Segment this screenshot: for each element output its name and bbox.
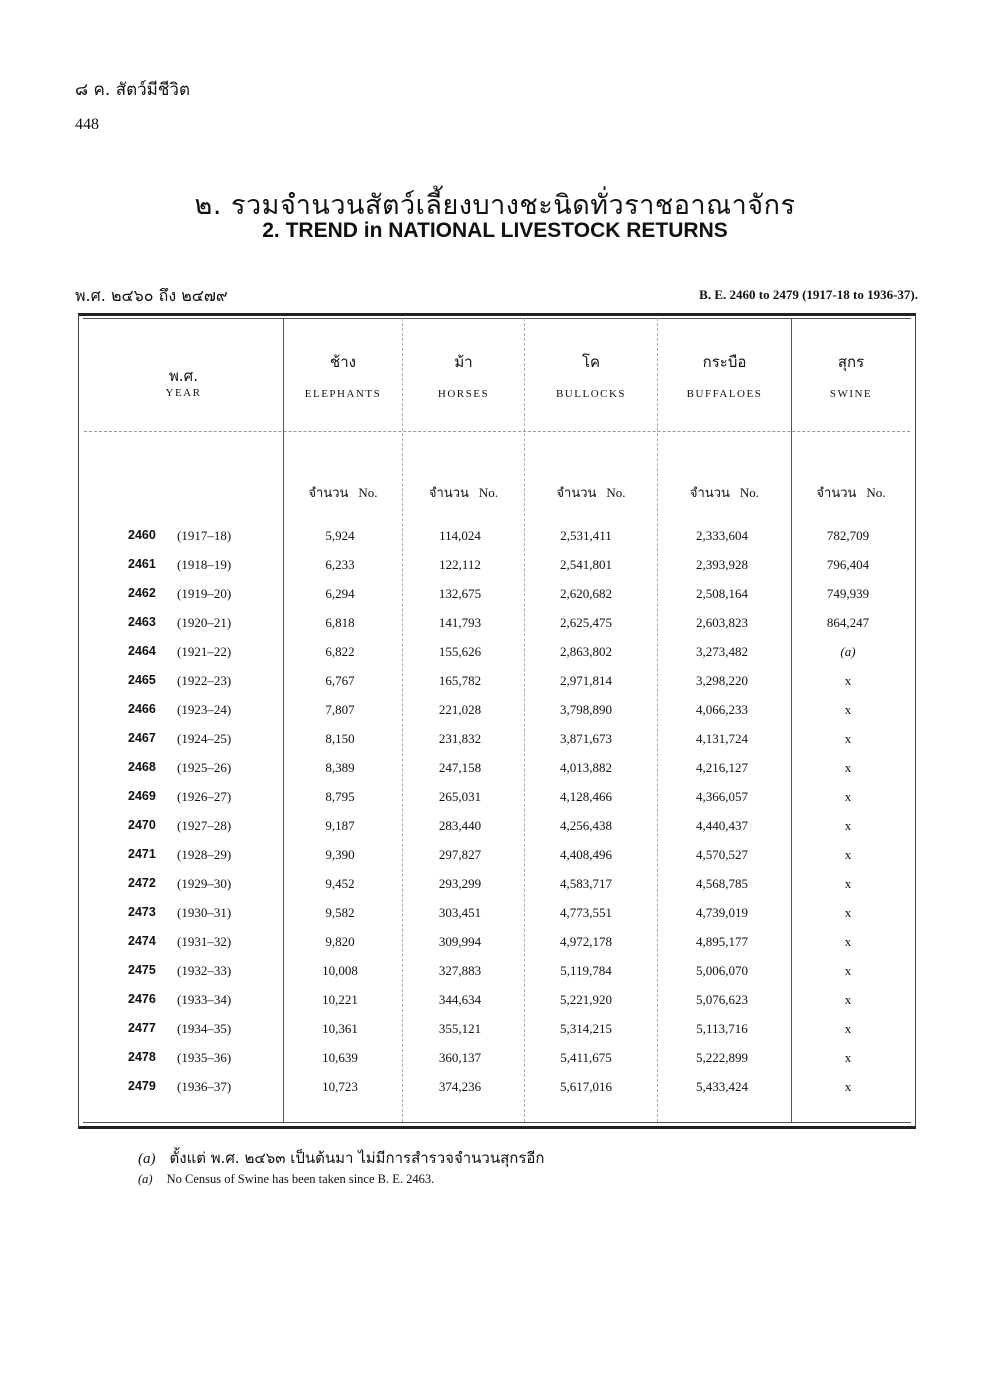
year-ce-cell: (1919–20) xyxy=(177,586,232,601)
swine-cell: x xyxy=(844,1079,852,1094)
header-elephants: ELEPHANTS xyxy=(304,388,382,400)
swine-cell: 864,247 xyxy=(826,615,870,630)
year-be-cell: 2476 xyxy=(128,992,156,1006)
horses-cell: 309,994 xyxy=(438,934,482,949)
subheader-bullocks xyxy=(525,482,657,503)
year-ce-cell: (1934–35) xyxy=(177,1021,232,1036)
subheader-thai: จำนวน xyxy=(308,486,349,501)
bullocks-cell: 5,314,215 xyxy=(560,1021,612,1036)
bullocks-cell: 4,256,438 xyxy=(560,818,612,833)
table-row xyxy=(84,963,910,992)
elephants-cell: 10,723 xyxy=(322,1079,358,1094)
elephants-cell: 10,361 xyxy=(322,1021,358,1036)
table-row xyxy=(84,644,910,673)
footnote-en-text: No Census of Swine has been taken since B. E. 2463. xyxy=(166,1172,435,1186)
period-thai: พ.ศ. ๒๔๖๐ ถึง ๒๔๗๙ xyxy=(75,286,228,305)
subheader-swine xyxy=(792,482,910,503)
year-be-cell: 2472 xyxy=(128,876,156,890)
year-ce-cell: (1933–34) xyxy=(177,992,232,1007)
elephants-cell: 6,233 xyxy=(325,557,355,572)
elephants-cell: 7,807 xyxy=(325,702,355,717)
elephants-cell: 8,150 xyxy=(325,731,355,746)
header-bullocks-thai: โค xyxy=(581,353,601,371)
elephants-cell: 8,389 xyxy=(325,760,355,775)
year-be-cell: 2465 xyxy=(128,673,156,687)
horses-cell: 155,626 xyxy=(438,644,482,659)
table-row xyxy=(84,731,910,760)
elephants-cell: 6,818 xyxy=(325,615,355,630)
buffaloes-cell: 4,895,177 xyxy=(696,934,748,949)
table-row xyxy=(84,992,910,1021)
year-ce-cell: (1922–23) xyxy=(177,673,232,688)
bullocks-cell: 5,617,016 xyxy=(560,1079,612,1094)
footnote-thai-text: ตั้งแต่ พ.ศ. ๒๔๖๓ เป็นต้นมา ไม่มีการสำรวจจำนวนสุกรอีก xyxy=(169,1149,545,1167)
table-row xyxy=(84,528,910,557)
year-ce-cell: (1932–33) xyxy=(177,963,232,978)
subheader-elephants xyxy=(284,482,402,503)
subheader-no: No. xyxy=(478,485,499,500)
subheader-thai: จำนวน xyxy=(816,486,857,501)
page-title-thai: ๒. รวมจำนวนสัตว์เลี้ยงบางชะนิดทั่วราชอาณาจักร xyxy=(194,190,796,221)
horses-cell: 231,832 xyxy=(438,731,482,746)
horses-cell: 265,031 xyxy=(438,789,482,804)
table-row xyxy=(84,1050,910,1079)
period-en: B. E. 2460 to 2479 (1917-18 to 1936-37). xyxy=(699,287,918,302)
table-row xyxy=(84,673,910,702)
year-ce-cell: (1936–37) xyxy=(177,1079,232,1094)
footnote-mark: (a) xyxy=(138,1172,153,1186)
swine-cell: x xyxy=(844,963,852,978)
subheader-no: No. xyxy=(358,485,378,500)
swine-cell: x xyxy=(844,905,852,920)
table-row xyxy=(84,1079,910,1108)
bullocks-cell: 2,620,682 xyxy=(560,586,612,601)
header-horses: HORSES xyxy=(437,388,490,400)
elephants-cell: 9,820 xyxy=(325,934,355,949)
horses-cell: 141,793 xyxy=(438,615,482,630)
bullocks-cell: 4,972,178 xyxy=(560,934,612,949)
bullocks-cell: 4,583,717 xyxy=(560,876,612,891)
table-row xyxy=(84,586,910,615)
footnote-thai xyxy=(138,1146,544,1170)
table-top-rule xyxy=(83,318,911,319)
horses-cell: 374,236 xyxy=(438,1079,482,1094)
year-ce-cell: (1924–25) xyxy=(177,731,232,746)
table-row xyxy=(84,905,910,934)
bullocks-cell: 2,625,475 xyxy=(560,615,612,630)
elephants-cell: 6,822 xyxy=(325,644,355,659)
table-row xyxy=(84,702,910,731)
table-row xyxy=(84,847,910,876)
elephants-cell: 9,452 xyxy=(325,876,355,891)
year-be-cell: 2467 xyxy=(128,731,156,745)
section-label: ๘ ค. สัตว์มีชีวิต xyxy=(75,80,190,100)
elephants-cell: 9,390 xyxy=(325,847,355,862)
table-row xyxy=(84,789,910,818)
year-be-cell: 2478 xyxy=(128,1050,156,1064)
swine-cell: x xyxy=(844,818,852,833)
subheader-horses xyxy=(403,482,524,503)
header-buffaloes: BUFFALOES xyxy=(686,388,763,400)
year-be-cell: 2461 xyxy=(128,557,156,571)
horses-cell: 293,299 xyxy=(438,876,482,891)
swine-cell: x xyxy=(844,1050,852,1065)
swine-cell: 796,404 xyxy=(826,557,870,572)
bullocks-cell: 5,119,784 xyxy=(560,963,612,978)
header-divider xyxy=(84,431,910,432)
year-be-cell: 2466 xyxy=(128,702,156,716)
year-be-cell: 2474 xyxy=(128,934,156,948)
bullocks-cell: 4,773,551 xyxy=(560,905,612,920)
year-be-cell: 2471 xyxy=(128,847,156,861)
swine-cell: x xyxy=(844,934,852,949)
buffaloes-cell: 4,216,127 xyxy=(696,760,748,775)
elephants-cell: 10,221 xyxy=(322,992,358,1007)
buffaloes-cell: 4,131,724 xyxy=(696,731,748,746)
swine-cell: x xyxy=(844,731,852,746)
elephants-cell: 6,767 xyxy=(325,673,355,688)
year-be-cell: 2468 xyxy=(128,760,156,774)
bullocks-cell: 4,128,466 xyxy=(560,789,612,804)
footnote-mark: (a) xyxy=(138,1151,156,1167)
year-ce-cell: (1928–29) xyxy=(177,847,232,862)
table-row xyxy=(84,876,910,905)
year-ce-cell: (1930–31) xyxy=(177,905,232,920)
year-be-cell: 2462 xyxy=(128,586,156,600)
swine-cell: x xyxy=(844,992,852,1007)
year-ce-cell: (1931–32) xyxy=(177,934,232,949)
subheader-no: No. xyxy=(739,485,760,500)
year-be-cell: 2464 xyxy=(128,644,156,658)
year-be-cell: 2463 xyxy=(128,615,156,629)
horses-cell: 132,675 xyxy=(438,586,482,601)
year-be-cell: 2479 xyxy=(128,1079,156,1093)
table-bottom-rule xyxy=(83,1122,911,1123)
subheader-thai: จำนวน xyxy=(689,486,730,501)
year-ce-cell: (1917–18) xyxy=(177,528,232,543)
bullocks-cell: 2,863,802 xyxy=(560,644,612,659)
year-be-cell: 2473 xyxy=(128,905,156,919)
swine-cell: (a) xyxy=(840,644,856,659)
buffaloes-cell: 3,298,220 xyxy=(696,673,748,688)
swine-cell: x xyxy=(844,789,852,804)
bullocks-cell: 4,013,882 xyxy=(560,760,612,775)
year-ce-cell: (1923–24) xyxy=(177,702,232,717)
buffaloes-cell: 4,440,437 xyxy=(696,818,748,833)
year-ce-cell: (1921–22) xyxy=(177,644,232,659)
bullocks-cell: 5,221,920 xyxy=(560,992,612,1007)
table-row xyxy=(84,615,910,644)
buffaloes-cell: 5,433,424 xyxy=(696,1079,748,1094)
horses-cell: 344,634 xyxy=(438,992,482,1007)
footnote-en xyxy=(138,1172,434,1187)
buffaloes-cell: 5,076,623 xyxy=(696,992,748,1007)
bullocks-cell: 2,971,814 xyxy=(560,673,612,688)
horses-cell: 247,158 xyxy=(438,760,482,775)
elephants-cell: 10,639 xyxy=(322,1050,358,1065)
elephants-cell: 5,924 xyxy=(325,528,355,543)
page-number: 448 xyxy=(75,116,99,133)
buffaloes-cell: 5,113,716 xyxy=(696,1021,748,1036)
table-row xyxy=(84,818,910,847)
buffaloes-cell: 2,393,928 xyxy=(696,557,748,572)
year-ce-cell: (1926–27) xyxy=(177,789,232,804)
header-swine-thai: สุกร xyxy=(837,353,865,371)
elephants-cell: 10,008 xyxy=(322,963,358,978)
table-row xyxy=(84,760,910,789)
year-be-cell: 2460 xyxy=(128,528,156,542)
header-elephants-thai: ช้าง xyxy=(330,353,356,371)
subheader-thai: จำนวน xyxy=(556,486,597,501)
bullocks-cell: 3,798,890 xyxy=(560,702,612,717)
subheader-no: No. xyxy=(866,485,886,500)
buffaloes-cell: 2,603,823 xyxy=(696,615,748,630)
buffaloes-cell: 5,006,070 xyxy=(696,963,748,978)
buffaloes-cell: 4,366,057 xyxy=(696,789,748,804)
buffaloes-cell: 4,570,527 xyxy=(696,847,748,862)
horses-cell: 297,827 xyxy=(438,847,482,862)
buffaloes-cell: 4,739,019 xyxy=(696,905,748,920)
table-row xyxy=(84,557,910,586)
horses-cell: 283,440 xyxy=(438,818,482,833)
header-year: YEAR xyxy=(165,387,202,399)
swine-cell: 782,709 xyxy=(826,528,870,543)
swine-cell: x xyxy=(844,876,852,891)
header-horses-thai: ม้า xyxy=(454,353,473,371)
elephants-cell: 8,795 xyxy=(325,789,355,804)
horses-cell: 165,782 xyxy=(438,673,482,688)
year-ce-cell: (1927–28) xyxy=(177,818,232,833)
subheader-buffaloes xyxy=(658,482,791,503)
horses-cell: 114,024 xyxy=(439,528,481,543)
page-title: 2. TREND in NATIONAL LIVESTOCK RETURNS xyxy=(262,219,728,242)
buffaloes-cell: 3,273,482 xyxy=(696,644,748,659)
swine-cell: x xyxy=(844,673,852,688)
swine-cell: x xyxy=(844,702,852,717)
bullocks-cell: 2,531,411 xyxy=(560,528,612,543)
header-year-thai: พ.ศ. xyxy=(169,367,198,385)
horses-cell: 360,137 xyxy=(438,1050,482,1065)
elephants-cell: 6,294 xyxy=(325,586,355,601)
buffaloes-cell: 5,222,899 xyxy=(696,1050,748,1065)
buffaloes-cell: 2,508,164 xyxy=(696,586,748,601)
year-ce-cell: (1929–30) xyxy=(177,876,232,891)
subheader-no: No. xyxy=(606,485,626,500)
bullocks-cell: 4,408,496 xyxy=(560,847,612,862)
header-bullocks: BULLOCKS xyxy=(555,388,627,400)
bullocks-cell: 5,411,675 xyxy=(560,1050,612,1065)
year-ce-cell: (1920–21) xyxy=(177,615,232,630)
swine-cell: x xyxy=(844,1021,852,1036)
subheader-thai: จำนวน xyxy=(428,486,469,501)
year-ce-cell: (1925–26) xyxy=(177,760,232,775)
table-row xyxy=(84,1021,910,1050)
year-be-cell: 2475 xyxy=(128,963,156,977)
buffaloes-cell: 4,568,785 xyxy=(696,876,748,891)
buffaloes-cell: 4,066,233 xyxy=(696,702,748,717)
horses-cell: 122,112 xyxy=(439,557,481,572)
bullocks-cell: 2,541,801 xyxy=(560,557,612,572)
header-swine: SWINE xyxy=(829,388,873,400)
header-buffaloes-thai: กระบือ xyxy=(702,353,747,371)
elephants-cell: 9,582 xyxy=(325,905,355,920)
swine-cell: x xyxy=(844,760,852,775)
year-ce-cell: (1935–36) xyxy=(177,1050,232,1065)
bullocks-cell: 3,871,673 xyxy=(560,731,612,746)
year-ce-cell: (1918–19) xyxy=(177,557,232,572)
horses-cell: 221,028 xyxy=(438,702,482,717)
table-row xyxy=(84,934,910,963)
swine-cell: 749,939 xyxy=(826,586,870,601)
elephants-cell: 9,187 xyxy=(325,818,355,833)
buffaloes-cell: 2,333,604 xyxy=(696,528,748,543)
year-be-cell: 2470 xyxy=(128,818,156,832)
swine-cell: x xyxy=(844,847,852,862)
year-be-cell: 2477 xyxy=(128,1021,156,1035)
horses-cell: 303,451 xyxy=(438,905,482,920)
year-be-cell: 2469 xyxy=(128,789,156,803)
table-body xyxy=(84,528,910,1108)
horses-cell: 327,883 xyxy=(438,963,482,978)
horses-cell: 355,121 xyxy=(438,1021,482,1036)
